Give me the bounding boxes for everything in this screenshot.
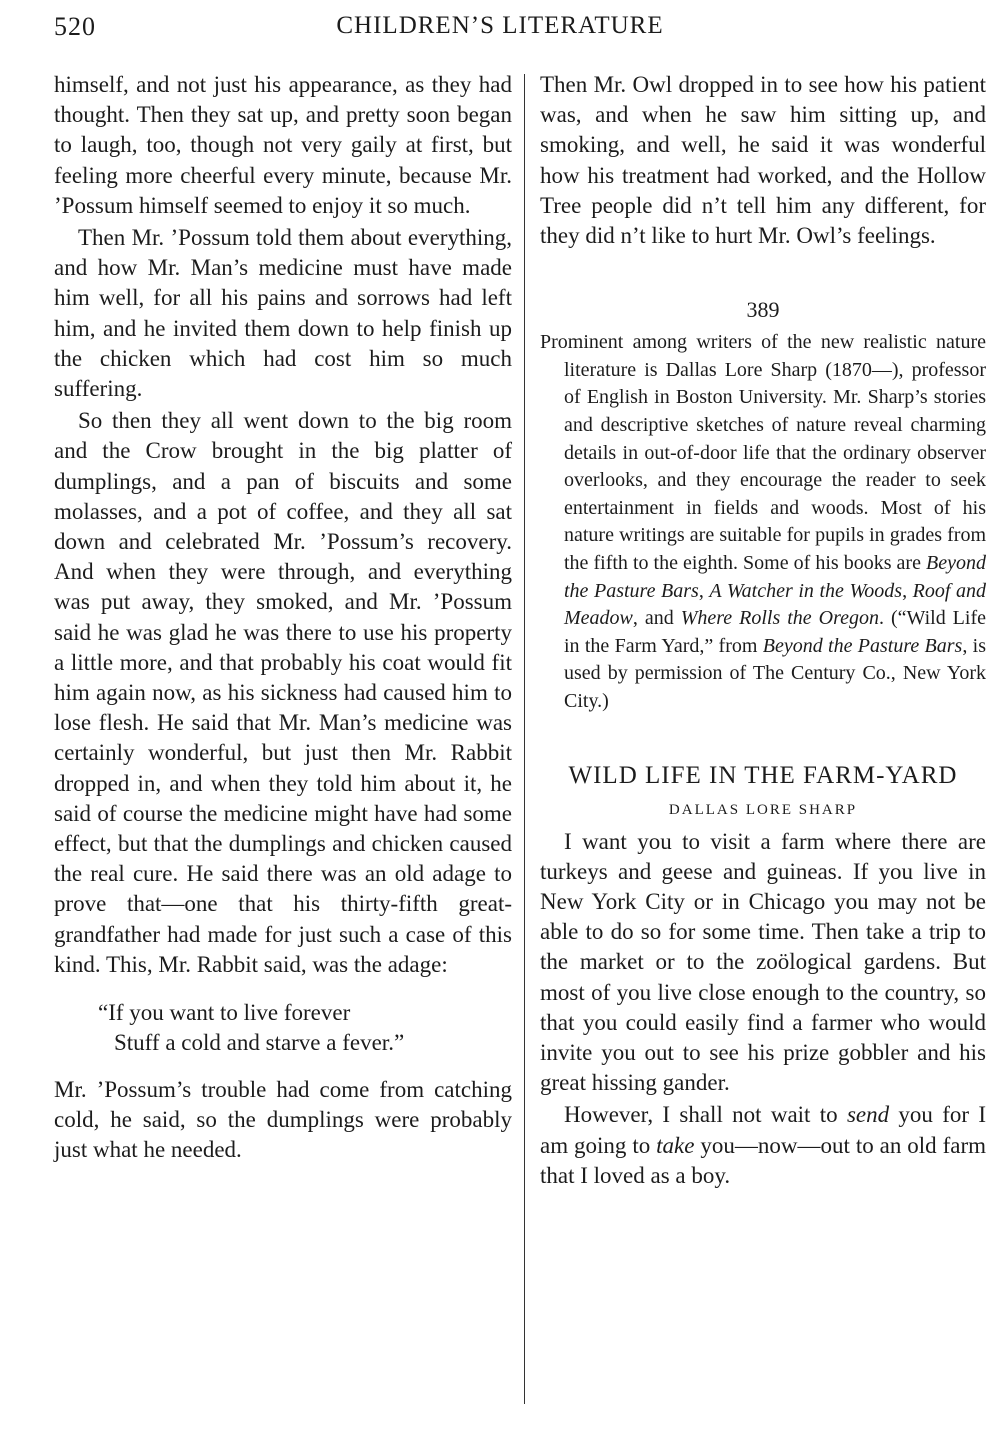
- left-column: [54, 70, 512, 1165]
- emphasis: take: [656, 1132, 695, 1158]
- paragraph: Then Mr. Owl dropped in to see how his patient was, and when he saw him sitting up, and smoking, and well, he said it was wonderful how his treatment had worked, and the Hollow Tree people did n’t tell him any different, for they did n’t like to hurt Mr. Owl’s feelings.: [540, 72, 986, 249]
- book-title: Roof and Meadow: [564, 579, 987, 630]
- verse-line: “If you want to live forever: [98, 1000, 351, 1026]
- paragraph: himself, and not just his appearance, as they had thought. Then they sat up, and pretty soon began to laugh, too, though not very gaily at first, but feeling more cheerful every minute, because Mr. ’Possum himself seemed to enjoy it so much.: [54, 72, 512, 218]
- story-title: WILD LIFE IN THE FARM-YARD: [568, 761, 958, 789]
- page-header: [0, 12, 1000, 48]
- book-title: Beyond the Pasture Bars: [762, 634, 963, 657]
- book-title: A Watcher in the Woods: [709, 579, 903, 602]
- section-number: 389: [746, 297, 780, 323]
- book-title: Beyond the Pasture Bars: [564, 551, 986, 602]
- book-title: Where Rolls the Oregon: [680, 607, 879, 630]
- emphasis: send: [846, 1102, 890, 1128]
- running-head: CHILDREN’S LITERATURE: [336, 12, 664, 39]
- paragraph: Then Mr. ’Possum told them about everything, and how Mr. Man’s medicine must have made him well, for all his pains and sorrows had left him, and he invited them down to help finish up the chicken which had cost him so much suffering.: [54, 225, 512, 402]
- paragraph: I want you to visit a farm where there are turkeys and geese and guineas. If you live in New York City or in Chicago you may not be able to do so for some time. Then take a trip to the market or to the zoölogical gardens. But most of you live close enough to the country, so that you could easily find a farmer who would invite you out to see his prize gobbler and his great hissing gander.: [540, 828, 986, 1096]
- paragraph: Mr. ’Possum’s trouble had come from catching cold, he said, so the dumplings were probably just what he needed.: [54, 1076, 512, 1162]
- page-number: 520: [54, 12, 96, 41]
- verse-quote: [98, 998, 512, 1058]
- right-column: [540, 70, 986, 1191]
- column-divider: [524, 74, 525, 1404]
- paragraph: However, I shall not wait to send you for I am going to take you—now—out to an old farm that I loved as a boy.: [540, 1102, 986, 1188]
- verse-line: Stuff a cold and starve a fever.”: [114, 1030, 405, 1056]
- editorial-note: Prominent among writers of the new realistic nature literature is Dallas Lore Sharp (1870—), professor of English in Boston University. Mr. Sharp’s stories and descriptive sketches of nature reveal charming details in out-of-door life that the ordinary observer overlooks, and they encourage the reader to seek entertainment in fields and woods. Most of his nature writings are suitable for pupils in grades from the fifth to the eighth. Some of his books are Beyond the Pasture Bars, A Watcher in the Woods, Roof and Meadow, and Where Rolls the Oregon. (“Wild Life in the Farm Yard,” from Beyond the Pasture Bars, is used by permission of The Century Co., New York City.): [540, 331, 987, 712]
- story-author: DALLAS LORE SHARP: [668, 801, 858, 818]
- paragraph: So then they all went down to the big room and the Crow brought in the big platter of dumplings, and a pan of biscuits and some molasses, and a pot of coffee, and they all sat down and celebrated Mr. ’Possum’s recovery. And when they were through, and everything was put away, they smoked, and Mr. ’Possum said he was glad he was there to use his property a little more, and that probably his coat would fit him again now, as his sickness had caused him to lose flesh. He said that Mr. Man’s medicine was certainly wonderful, but just then Mr. Rabbit dropped in, and when they told him about it, he said of course the medicine might have had some effect, but that the dumplings and chicken caused the real cure. He said there was an old adage to prove that—one that his thirty-fifth great-grandfather had made for just such a case of this kind. This, Mr. Rabbit said, was the adage:: [54, 408, 512, 977]
